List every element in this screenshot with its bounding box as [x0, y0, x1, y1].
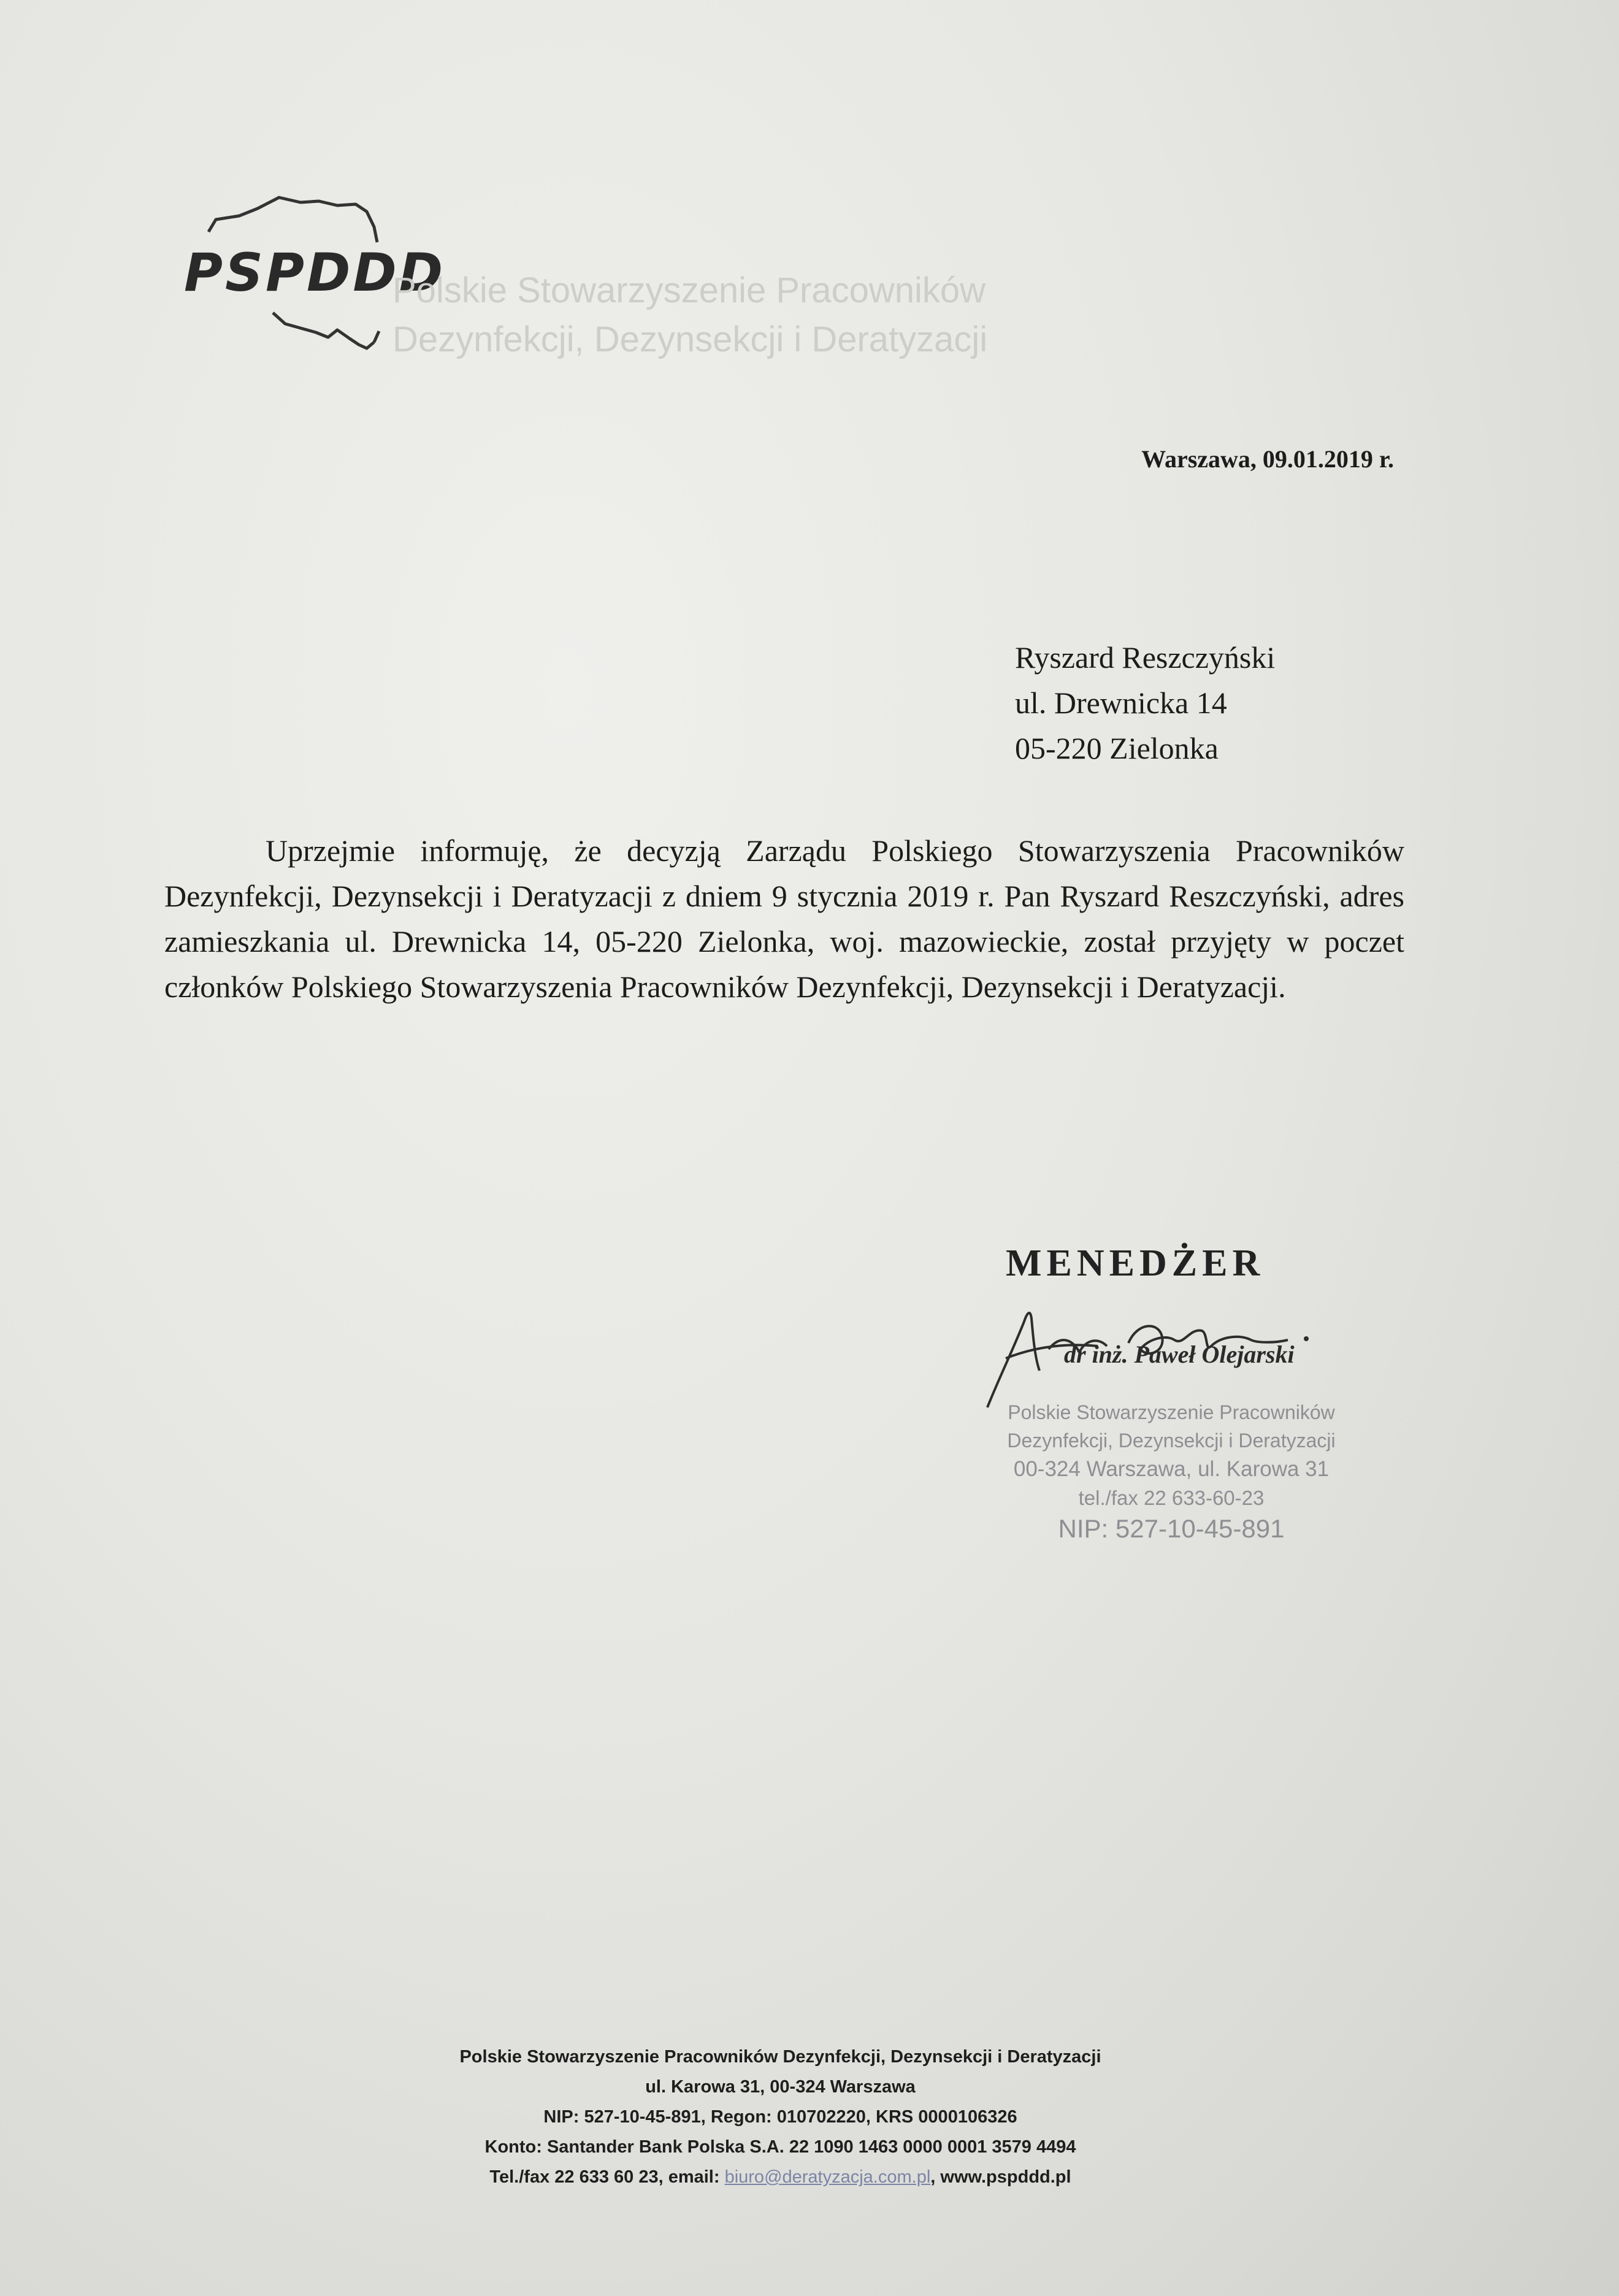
stamp-line-2: Dezynfekcji, Dezynsekcji i Deratyzacji [1007, 1429, 1336, 1452]
footer-line-1: Polskie Stowarzyszenie Pracowników Dezynfekcji, Dezynsekcji i Deratyzacji [459, 2047, 1101, 2067]
letterhead-faded-line-1: Polskie Stowarzyszenie Pracowników [392, 270, 986, 310]
pspddd-logo [172, 184, 446, 356]
footer-website: , www.pspddd.pl [930, 2167, 1071, 2187]
organization-stamp [975, 1398, 1368, 1545]
footer-phone: Tel./fax 22 633 60 23, email: [489, 2167, 725, 2187]
recipient-city: 05-220 Zielonka [1015, 731, 1219, 765]
footer-email-link[interactable]: biuro@deratyzacja.com.pl [724, 2167, 931, 2187]
stamp-line-5: NIP: 527-10-45-891 [1058, 1514, 1285, 1543]
footer-line-4: Konto: Santander Bank Polska S.A. 22 1090 1463 0000 0001 3579 4494 [484, 2137, 1076, 2157]
stamp-line-4: tel./fax 22 633-60-23 [1078, 1487, 1265, 1509]
stamp-line-1: Polskie Stowarzyszenie Pracowników [1008, 1401, 1335, 1423]
stamp-line-3: 00-324 Warszawa, ul. Karowa 31 [1013, 1457, 1330, 1481]
letter-date: Warszawa, 09.01.2019 r. [1141, 445, 1394, 473]
footer-line-3: NIP: 527-10-45-891, Regon: 010702220, KRS 0000106326 [543, 2107, 1017, 2127]
letter-body: Uprzejmie informuję, że decyzją Zarządu Polskiego Stowarzyszenia Pracowników Dezynfekcji, Dezynsekcji i Deratyzacji z dniem 9 stycznia 2019 r. Pan Ryszard Reszczyński, adres zamieszkania ul. Drewnicka 14, 05-220 Zielonka, woj. mazowieckie, został przyjęty w poczet członków Polskiego Stowarzyszenia Pracowników Dezynfekcji, Dezynsekcji i Deratyzacji. [164, 833, 1404, 1004]
recipient-street: ul. Drewnicka 14 [1015, 686, 1227, 720]
letter-footer [0, 2042, 1561, 2192]
letterhead-faded-line-2: Dezynfekcji, Dezynsekcji i Deratyzacji [392, 320, 988, 359]
signature-title: MENEDŻER [1006, 1242, 1265, 1284]
signatory-name: dr inż. Paweł Olejarski [1064, 1341, 1295, 1368]
footer-line-2: ul. Karowa 31, 00-324 Warszawa [645, 2077, 916, 2097]
recipient-address [1015, 635, 1275, 771]
logo-text: PSPDDD [184, 242, 446, 304]
recipient-name: Ryszard Reszczyński [1015, 640, 1276, 675]
footer-line-5 [0, 2162, 1561, 2192]
